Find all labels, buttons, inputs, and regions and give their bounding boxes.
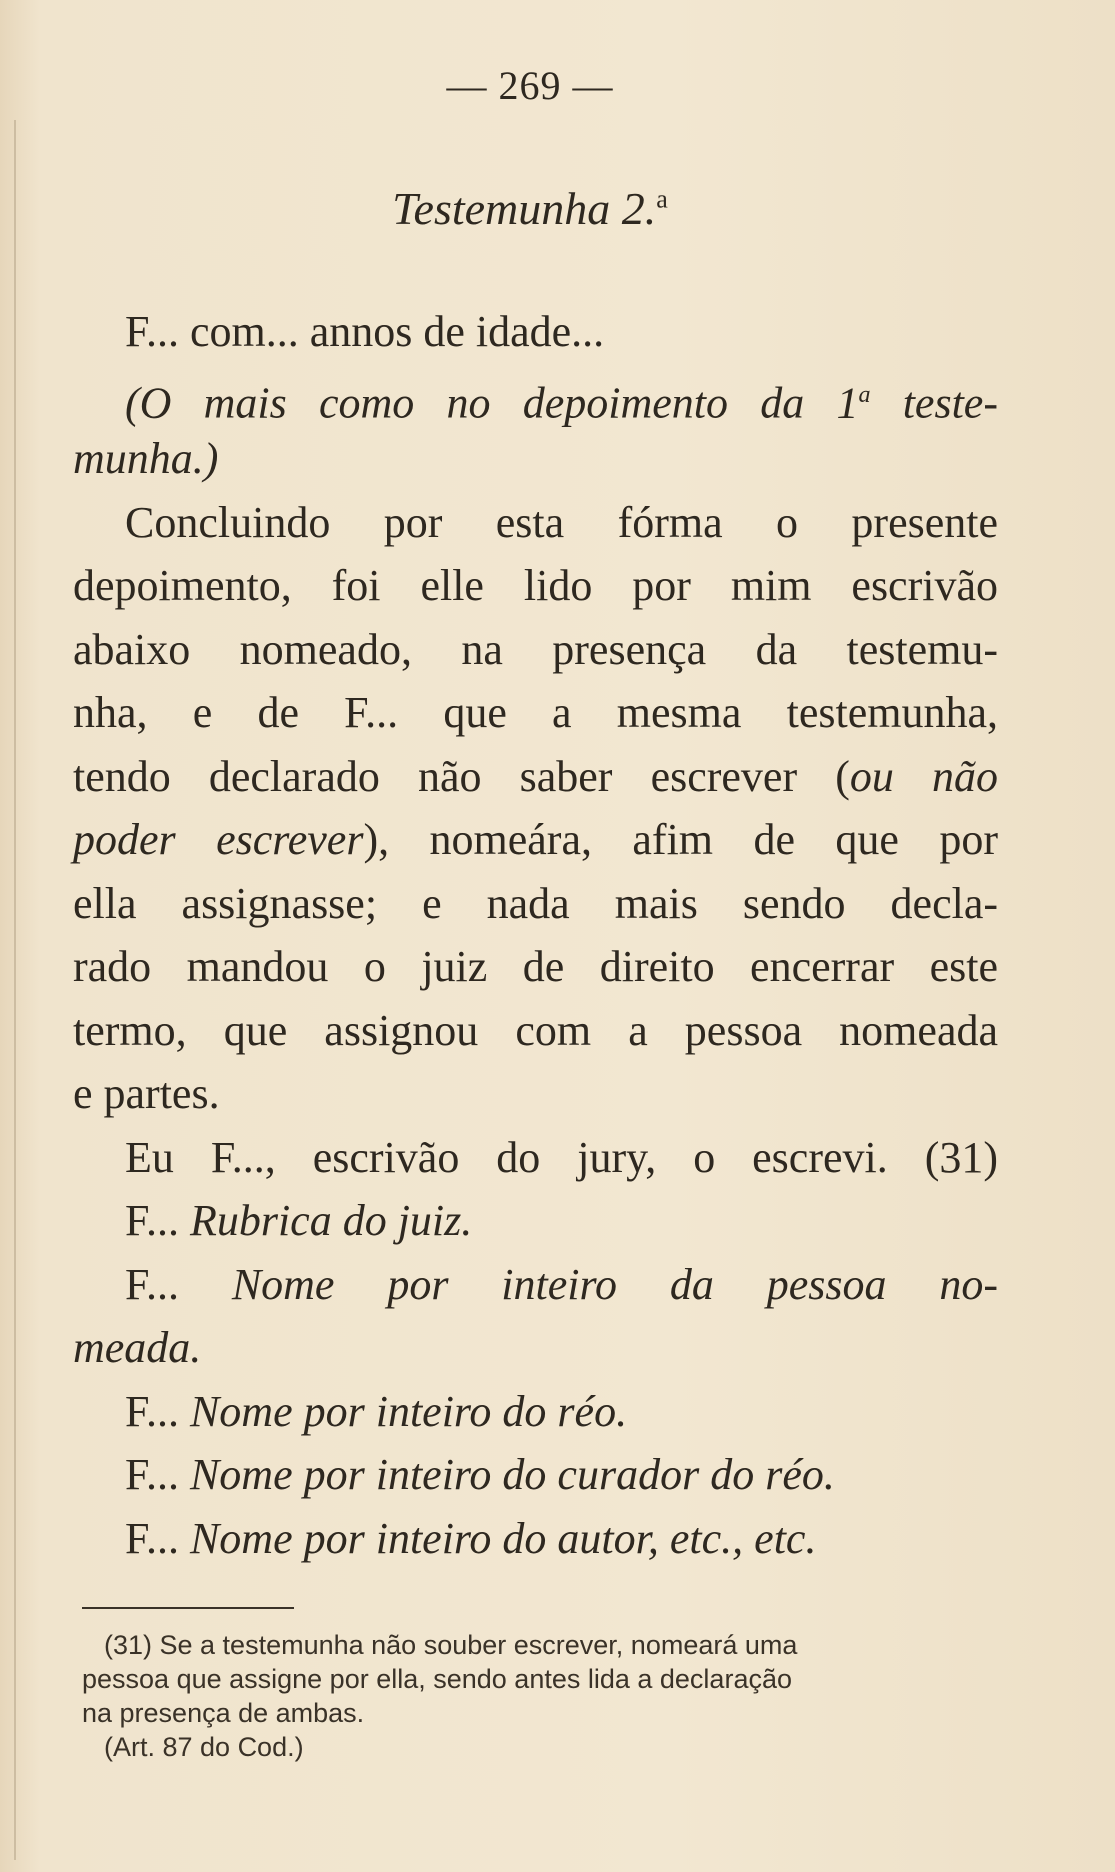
line-text: rado mandou o juiz de direito encerrar este <box>73 942 998 991</box>
line-text: Eu F..., escrivão do jury, o escrevi. (31) <box>125 1132 998 1182</box>
section-heading <box>0 182 1060 235</box>
text-line <box>73 618 998 682</box>
heading-text: Testemunha 2. <box>392 183 657 234</box>
line-text: F... <box>125 1450 190 1499</box>
line-text: nha, e de F... que a mesma testemunha, <box>73 688 998 737</box>
text-line <box>73 364 998 428</box>
text-line <box>73 1316 998 1380</box>
line-superscript: a <box>858 381 871 408</box>
text-line <box>73 1253 998 1317</box>
text-line <box>73 745 998 809</box>
line-italic: Nome por inteiro do autor, etc., etc. <box>189 1513 817 1563</box>
line-text: munha.) <box>73 434 219 483</box>
text-line <box>73 1380 998 1444</box>
line-italic: meada. <box>73 1323 202 1372</box>
line-text: teste- <box>870 378 998 428</box>
line-text: F... <box>125 1513 190 1563</box>
text-line <box>73 872 998 936</box>
page-number: — 269 — <box>446 63 614 108</box>
line-italic: poder escrever <box>73 815 364 864</box>
text-line <box>73 681 998 745</box>
footnote-line: pessoa que assigne por ella, sendo antes lida a declaração <box>82 1664 792 1694</box>
text-line <box>73 1126 998 1190</box>
line-text: (O mais como no depoimento da 1 <box>125 378 859 428</box>
footnote-line: na presença de ambas. <box>82 1698 365 1728</box>
heading-superscript: a <box>656 184 668 214</box>
text-line <box>73 1443 998 1507</box>
footnote <box>82 1628 997 1764</box>
text-line <box>73 491 998 555</box>
text-line <box>73 300 998 364</box>
line-text: F... com... annos de idade... <box>125 307 605 356</box>
line-italic: Rubrica do juiz. <box>189 1196 473 1245</box>
line-text: tendo declarado não saber escrever ( <box>73 751 850 801</box>
page-edge-shadow <box>14 120 16 1860</box>
line-text: ella assignasse; e nada mais sendo decla- <box>73 878 998 928</box>
line-text: F... <box>125 1259 232 1309</box>
text-line <box>73 1062 998 1126</box>
text-line <box>73 1189 998 1253</box>
line-text: e partes. <box>73 1069 220 1118</box>
text-line <box>73 808 998 872</box>
line-text: F... <box>125 1386 190 1436</box>
line-italic: Nome por inteiro da pessoa no- <box>231 1259 998 1309</box>
text-line <box>73 1507 998 1571</box>
text-line <box>73 427 998 491</box>
line-italic: Nome por inteiro do réo. <box>189 1386 628 1436</box>
footnote-divider <box>82 1607 294 1609</box>
text-line <box>73 935 998 999</box>
footnote-line: (31) Se a testemunha não souber escrever, nomeará uma <box>104 1630 798 1660</box>
line-text: ), nomeára, afim de que por <box>363 815 998 864</box>
line-text: abaixo nomeado, na presença da testemu- <box>73 624 998 674</box>
line-text: Concluindo por esta fórma o presente <box>125 497 998 547</box>
line-text: termo, que assignou com a pessoa nomeada <box>73 1005 998 1055</box>
footnote-line: (Art. 87 do Cod.) <box>104 1732 304 1762</box>
line-italic: ou não <box>849 751 999 801</box>
text-line <box>73 554 998 618</box>
line-text: F... <box>125 1196 190 1245</box>
text-line <box>73 999 998 1063</box>
line-text: depoimento, foi elle lido por mim escrivão <box>73 561 998 610</box>
body-text <box>73 300 998 1570</box>
line-italic: Nome por inteiro do curador do réo. <box>189 1450 835 1499</box>
